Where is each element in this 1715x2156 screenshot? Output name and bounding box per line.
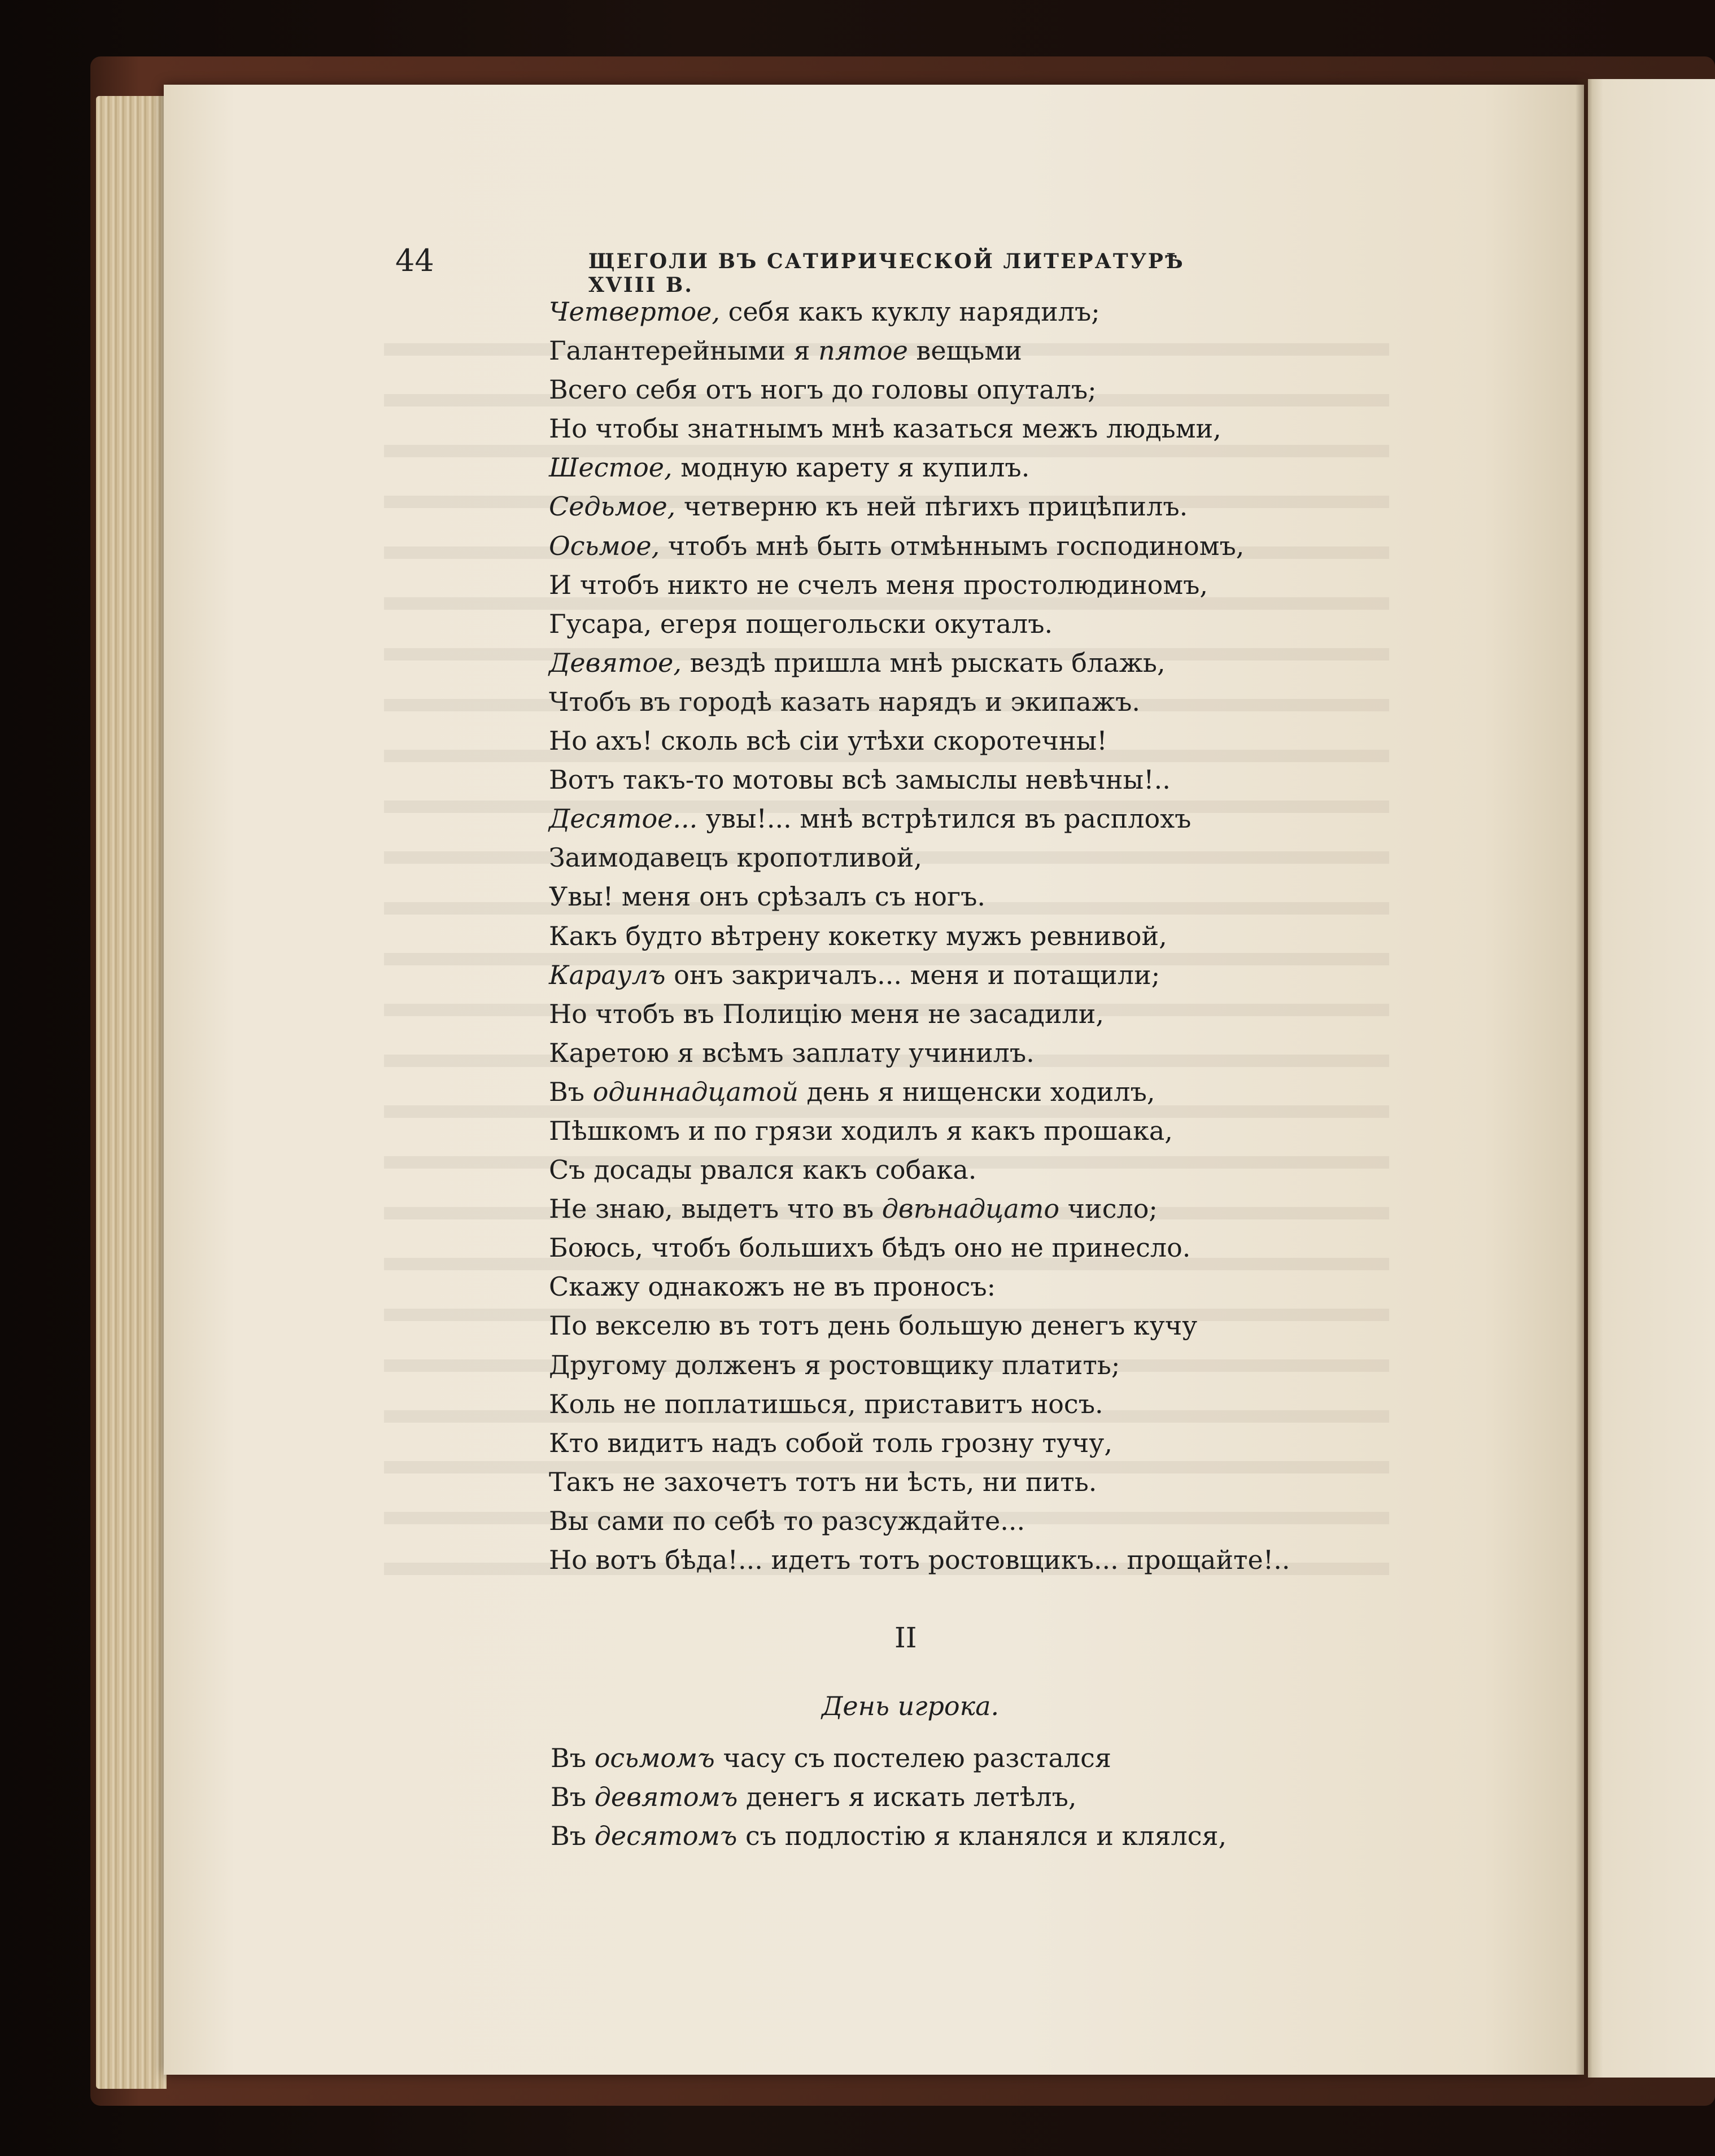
verse-line xyxy=(549,1267,1396,1306)
verse-text: онъ закричалъ... меня и потащили; xyxy=(665,959,1160,990)
verse-line xyxy=(549,1228,1396,1267)
verse-text: число; xyxy=(1059,1193,1158,1224)
verse-text: Чтобъ въ городѣ казать нарядъ и экипажъ. xyxy=(549,686,1140,717)
poem-stanza-2 xyxy=(551,1739,1398,1856)
poem-title: День игрока. xyxy=(822,1691,1000,1721)
verse-line xyxy=(549,644,1396,683)
verse-text: Въ xyxy=(551,1743,595,1773)
verse-text: Пѣшкомъ и по грязи ходилъ я какъ прошака, xyxy=(549,1115,1173,1146)
verse-text: Боюсь, чтобъ большихъ бѣдъ оно не принесло. xyxy=(549,1232,1191,1263)
verse-text: Но вотъ бѣда!... идетъ тотъ ростовщикъ... прощайте!.. xyxy=(549,1545,1290,1575)
verse-text: Какъ будто вѣтрену кокетку мужъ ревнивой, xyxy=(549,920,1167,951)
verse-text: Другому долженъ я ростовщику платить; xyxy=(549,1349,1120,1380)
verse-line xyxy=(549,566,1396,605)
verse-line xyxy=(549,487,1396,526)
verse-emphasis: девятомъ xyxy=(594,1782,738,1813)
verse-line xyxy=(551,1739,1398,1778)
verse-text: Заимодавецъ кропотливой, xyxy=(549,842,923,873)
verse-line xyxy=(549,1306,1396,1345)
verse-line xyxy=(549,1034,1396,1073)
verse-text: И чтобъ никто не счелъ меня простолюдиномъ, xyxy=(549,569,1208,600)
verse-text: Въ xyxy=(551,1782,595,1813)
page-edges xyxy=(96,96,167,2089)
verse-line xyxy=(549,448,1396,487)
verse-line xyxy=(549,956,1396,995)
verse-line xyxy=(549,605,1396,644)
verse-text: чтобъ мнѣ быть отмѣннымъ господиномъ, xyxy=(660,530,1245,561)
verse-text: Всего себя отъ ногъ до головы опуталъ; xyxy=(549,374,1097,405)
verse-line xyxy=(549,760,1396,799)
verse-text: Но чтобъ въ Полицію меня не засадили, xyxy=(549,998,1105,1029)
verse-text: увы!... мнѣ встрѣтился въ расплохъ xyxy=(697,803,1192,834)
verse-text: Увы! меня онъ срѣзалъ съ ногъ. xyxy=(549,881,985,912)
verse-text: Скажу однакожъ не въ проносъ: xyxy=(549,1271,996,1302)
verse-emphasis: Шестое, xyxy=(549,452,673,483)
verse-emphasis: пятое xyxy=(818,335,908,366)
running-head xyxy=(395,243,1242,297)
verse-line xyxy=(551,1817,1398,1856)
verse-line xyxy=(549,1073,1396,1112)
verse-line xyxy=(549,331,1396,370)
verse-line xyxy=(549,1112,1396,1151)
verse-line xyxy=(549,292,1396,331)
verse-text: Въ xyxy=(551,1821,595,1852)
verse-emphasis: Караулъ xyxy=(549,959,666,990)
verse-line xyxy=(549,527,1396,566)
verse-text: денегъ я искать летѣлъ, xyxy=(738,1782,1077,1813)
verse-line xyxy=(549,370,1396,409)
verse-emphasis: Седьмое, xyxy=(549,491,676,522)
verse-line xyxy=(549,1463,1396,1502)
verse-text: Вотъ такъ-то мотовы всѣ замыслы невѣчны!.. xyxy=(549,764,1171,795)
verse-text: Но чтобы знатнымъ мнѣ казаться межъ людьми, xyxy=(549,413,1221,444)
verse-line xyxy=(549,1385,1396,1424)
verse-line xyxy=(549,1502,1396,1541)
verse-emphasis: осьмомъ xyxy=(594,1743,715,1773)
verse-text: Съ досады рвался какъ собака. xyxy=(549,1154,977,1186)
verse-emphasis: десятомъ xyxy=(594,1821,738,1852)
next-page-edge xyxy=(1588,79,1715,2078)
verse-line xyxy=(549,1541,1396,1580)
verse-text: Вы сами по себѣ то разсуждайте... xyxy=(549,1505,1025,1536)
verse-text: себя какъ куклу нарядилъ; xyxy=(720,296,1100,327)
poem-stanza xyxy=(549,292,1396,1580)
verse-text: Но ахъ! сколь всѣ сіи утѣхи скоротечны! xyxy=(549,725,1107,756)
verse-emphasis: одиннадцатой xyxy=(592,1076,798,1107)
verse-emphasis: Десятое... xyxy=(549,803,698,834)
verse-text: четверню къ ней пѣгихъ прицѣпилъ. xyxy=(675,491,1188,522)
verse-line xyxy=(549,409,1396,448)
verse-text: По векселю въ тотъ день большую денегъ кучу xyxy=(549,1310,1198,1341)
verse-emphasis: двѣнадцато xyxy=(881,1193,1060,1224)
running-title: ЩЕГОЛИ ВЪ САТИРИЧЕСКОЙ ЛИТЕРАТУРѢ XVIII В. xyxy=(588,250,1185,297)
verse-line xyxy=(549,838,1396,877)
verse-line xyxy=(549,1424,1396,1463)
verse-line xyxy=(549,1346,1396,1385)
verse-line xyxy=(549,721,1396,760)
verse-emphasis: Девятое, xyxy=(549,647,682,678)
verse-text: вездѣ пришла мнѣ рыскать блажь, xyxy=(682,647,1166,678)
page-number: 44 xyxy=(395,243,434,278)
verse-line xyxy=(551,1778,1398,1817)
verse-text: Въ xyxy=(549,1076,593,1107)
verse-line xyxy=(549,1189,1396,1228)
verse-line xyxy=(549,995,1396,1034)
verse-text: день я нищенски ходилъ, xyxy=(798,1076,1155,1107)
verse-text: Кто видитъ надъ собой толь грозну тучу, xyxy=(549,1427,1112,1458)
section-heading: II xyxy=(894,1621,917,1654)
verse-line xyxy=(549,917,1396,956)
verse-text: Коль не поплатишься, приставитъ носъ. xyxy=(549,1388,1103,1419)
page-gutter xyxy=(1576,79,1592,2078)
verse-text: Такъ не захочетъ тотъ ни ѣсть, ни пить. xyxy=(549,1466,1097,1497)
verse-text: Галантерейными я xyxy=(549,335,819,366)
verse-text: съ подлостію я кланялся и клялся, xyxy=(737,1821,1227,1852)
verse-text: часу съ постелею разстался xyxy=(714,1743,1111,1773)
verse-line xyxy=(549,1151,1396,1189)
verse-emphasis: Осьмое, xyxy=(549,530,660,561)
verse-text: вещьми xyxy=(907,335,1022,366)
verse-line xyxy=(549,799,1396,838)
verse-line xyxy=(549,683,1396,721)
verse-text: Не знаю, выдетъ что въ xyxy=(549,1193,882,1224)
verse-line xyxy=(549,877,1396,916)
verse-text: Каретою я всѣмъ заплату учинилъ. xyxy=(549,1037,1035,1068)
verse-text: Гусара, егеря пощегольски окуталъ. xyxy=(549,608,1053,639)
verse-text: модную карету я купилъ. xyxy=(672,452,1030,483)
verse-emphasis: Четвертое, xyxy=(549,296,720,327)
